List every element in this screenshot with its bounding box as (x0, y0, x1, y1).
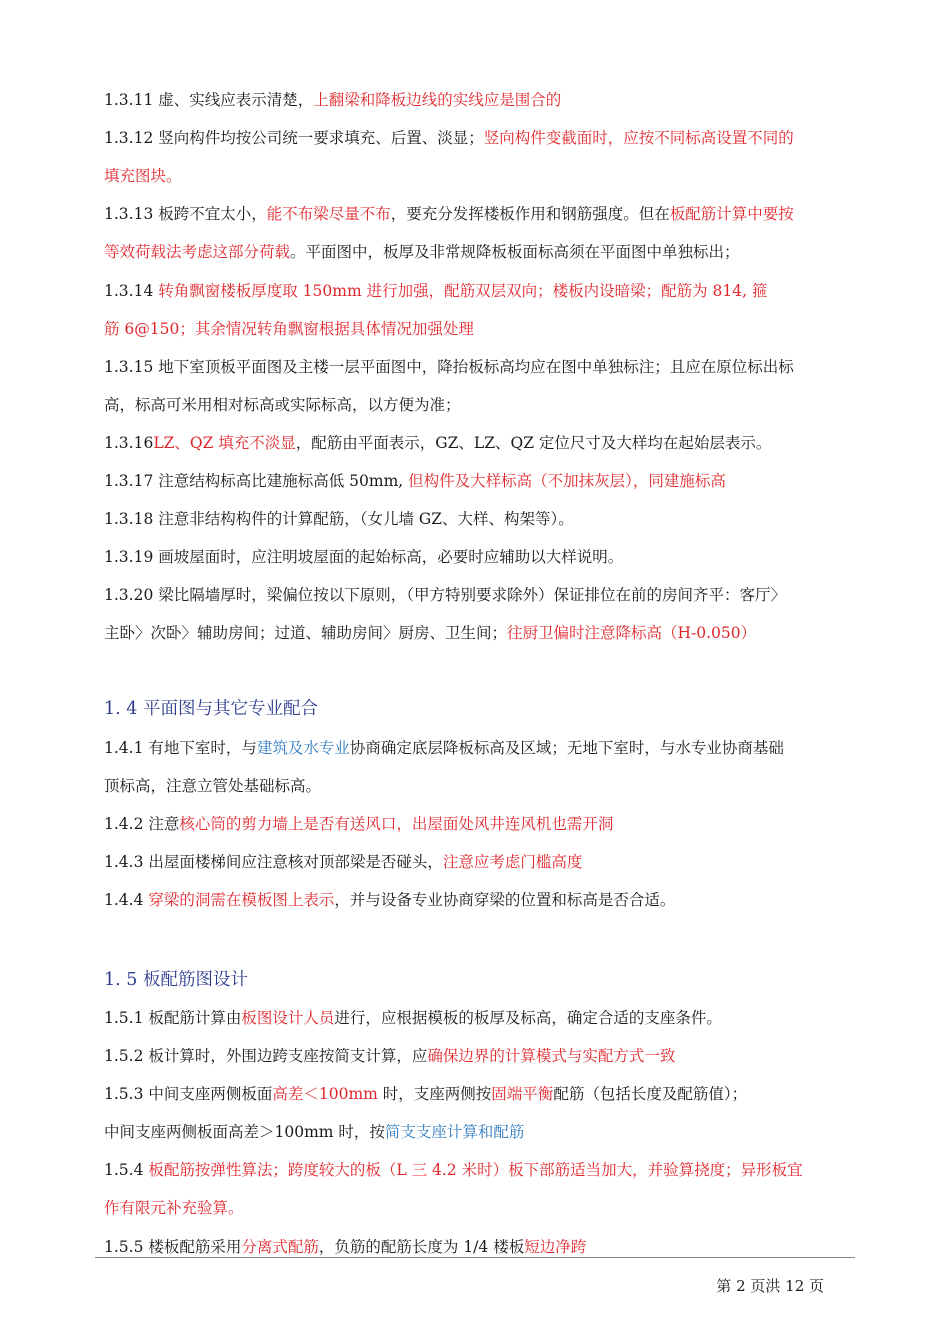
text-segment: 中间支座两侧板面高差＞100mm 时，按 (104, 1123, 385, 1141)
highlighted-text: 等效荷载法考虑这部分荷载 (104, 243, 291, 261)
text-segment: 1.5.5 楼板配筋采用 (104, 1238, 242, 1256)
text-segment: 1.3.16 (104, 434, 154, 452)
footer-divider (95, 1257, 855, 1258)
text-segment: 高，标高可米用相对标高或实际标高，以方便为准； (104, 396, 461, 414)
text-segment: 1.3.18 注意非结构构件的计算配筋，（女儿墙 GZ、大样、构架等）。 (104, 510, 574, 528)
text-line (104, 203, 854, 225)
highlighted-text: 短边净跨 (524, 1238, 587, 1256)
text-line (104, 775, 854, 797)
text-line (104, 318, 854, 340)
text-line (104, 241, 854, 263)
text-segment: ，并与设备专业协商穿梁的位置和标高是否合适。 (334, 891, 676, 909)
text-segment: 1.3.11 虚、实线应表示清楚， (104, 91, 314, 109)
text-segment: 1.3.13 板跨不宜太小， (104, 205, 267, 223)
text-segment: 进行，应根据模板的板厚及标高，确定合适的支座条件。 (334, 1009, 722, 1027)
text-line (104, 851, 854, 873)
text-line (104, 432, 854, 454)
text-segment: 1.3.19 画坡屋面时，应注明坡屋面的起始标高，必要时应辅助以大样说明。 (104, 548, 624, 566)
highlighted-text: 板配筋计算中要按 (669, 205, 794, 223)
text-segment: 1.5.4 (104, 1161, 149, 1179)
text-line (104, 1007, 854, 1029)
highlighted-text: 穿梁的洞需在模板图上表示 (148, 891, 335, 909)
text-line (104, 813, 854, 835)
text-line (104, 584, 854, 606)
highlighted-text: 往厨卫偏时注意降标高（H-0.050） (507, 624, 757, 642)
text-line (104, 1121, 854, 1143)
highlighted-text: 能不布梁尽量不布 (266, 205, 391, 223)
text-segment: 顶标高，注意立管处基础标高。 (104, 777, 322, 795)
highlighted-text: 高差＜100mm (272, 1085, 378, 1103)
text-line (104, 356, 854, 378)
text-line (104, 470, 854, 492)
text-segment: 1.4.3 出屋面楼梯间应注意核对顶部梁是否碰头， (104, 853, 443, 871)
highlighted-text: 建筑及水专业 (256, 739, 350, 757)
highlighted-text: LZ、QZ 填充不淡显 (153, 434, 296, 452)
text-segment: ，负筋的配筋长度为 1/4 楼板 (318, 1238, 525, 1256)
highlighted-text: 转角飘窗楼板厚度取 150mm 进行加强，配筋双层双向；楼板内设暗梁；配筋为 814, 箍 (158, 282, 768, 300)
text-segment: ，要充分发挥楼板作用和钢筋强度。但在 (390, 205, 670, 223)
text-segment: 。平面图中，板厚及非常规降板板面标高须在平面图中单独标出； (290, 243, 740, 261)
highlighted-text: 简支支座计算和配筋 (384, 1123, 525, 1141)
highlighted-text: 竖向构件变截面时，应按不同标高设置不同的 (483, 129, 794, 147)
text-segment: 1.4.1 有地下室时，与 (104, 739, 257, 757)
text-line (104, 127, 854, 149)
text-segment: 1.4.2 注意 (104, 815, 180, 833)
text-line (104, 1159, 854, 1181)
highlighted-text: 确保边界的计算模式与实配方式一致 (427, 1047, 676, 1065)
highlighted-text: 板配筋按弹性算法；跨度较大的板（L 三 4.2 米时）板下部筋适当加大，并验算挠度；异形板宜 (148, 1161, 803, 1179)
highlighted-text: 作有限元补充验算。 (104, 1199, 244, 1217)
text-segment: 1.3.15 地下室顶板平面图及主楼一层平面图中，降抬板标高均应在图中单独标注；且应在原位标出标 (104, 358, 794, 376)
highlighted-text: 上翻梁和降板边线的实线应是围合的 (313, 91, 562, 109)
highlighted-text: 注意应考虑门槛高度 (442, 853, 583, 871)
text-segment: 1.4.4 (104, 891, 149, 909)
text-line (104, 1236, 854, 1258)
text-segment: 1.3.12 竖向构件均按公司统一要求填充、后置、淡显； (104, 129, 484, 147)
text-line (104, 394, 854, 416)
section-heading-1-4: 1. 4 平面图与其它专业配合 (104, 699, 318, 719)
highlighted-text: 核心筒的剪力墙上是否有送风口，出屋面处风井连风机也需开洞 (179, 815, 614, 833)
highlighted-text: 但构件及大样标高（不加抹灰层），同建施标高 (408, 472, 726, 490)
text-line (104, 546, 854, 568)
text-segment: 1.3.17 注意结构标高比建施标高低 50mm, (104, 472, 409, 490)
text-line (104, 165, 854, 187)
text-segment: 1.3.20 梁比隔墙厚时，梁偏位按以下原则，（甲方特别要求除外）保证排位在前的房间齐平：客厅〉 (104, 586, 786, 604)
text-line (104, 508, 854, 530)
text-line (104, 280, 854, 302)
text-segment: 1.5.3 中间支座两侧板面 (104, 1085, 273, 1103)
text-segment: 协商确定底层降板标高及区域；无地下室时，与水专业协商基础 (349, 739, 784, 757)
text-segment: 主卧〉次卧〉辅助房间；过道、辅助房间〉厨房、卫生间； (104, 624, 508, 642)
text-line (104, 737, 854, 759)
text-segment: 时，支座两侧按 (377, 1085, 492, 1103)
text-segment: 1.5.2 板计算时，外围边跨支座按简支计算，应 (104, 1047, 428, 1065)
text-segment: 1.3.14 (104, 282, 159, 300)
highlighted-text: 填充图块。 (104, 167, 182, 185)
text-line (104, 622, 854, 644)
text-segment: ，配筋由平面表示，GZ、LZ、QZ 定位尺寸及大样均在起始层表示。 (295, 434, 772, 452)
text-line (104, 1083, 854, 1105)
highlighted-text: 分离式配筋 (241, 1238, 319, 1256)
highlighted-text: 固端平衡 (491, 1085, 554, 1103)
section-heading-1-5: 1. 5 板配筋图设计 (104, 970, 248, 990)
highlighted-text: 筋 6@150；其余情况转角飘窗根据具体情况加强处理 (104, 320, 474, 338)
text-line (104, 89, 854, 111)
text-line (104, 889, 854, 911)
text-line (104, 1045, 854, 1067)
text-segment: 配筋（包括长度及配筋值）； (553, 1085, 748, 1103)
highlighted-text: 板图设计人员 (241, 1009, 335, 1027)
text-line (104, 1197, 854, 1219)
page-number: 第 2 页洪 12 页 (716, 1277, 824, 1295)
text-segment: 1.5.1 板配筋计算由 (104, 1009, 242, 1027)
